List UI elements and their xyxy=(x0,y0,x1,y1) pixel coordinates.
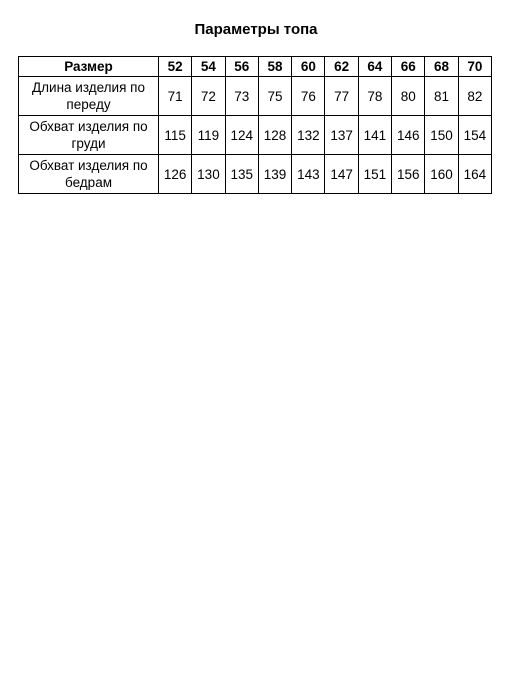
table-cell: 128 xyxy=(258,116,291,155)
table-cell: 143 xyxy=(292,155,325,194)
header-size-68: 68 xyxy=(425,57,458,77)
header-size-54: 54 xyxy=(192,57,225,77)
table-row xyxy=(19,155,492,194)
table-cell: 151 xyxy=(358,155,391,194)
table-row xyxy=(19,77,492,116)
table-cell: 137 xyxy=(325,116,358,155)
size-table xyxy=(18,56,492,194)
header-size-66: 66 xyxy=(392,57,425,77)
table-cell: 115 xyxy=(159,116,192,155)
table-cell: 146 xyxy=(392,116,425,155)
table-cell: 78 xyxy=(358,77,391,116)
header-size-64: 64 xyxy=(358,57,391,77)
header-size-52: 52 xyxy=(159,57,192,77)
table-cell: 71 xyxy=(159,77,192,116)
header-size-58: 58 xyxy=(258,57,291,77)
table-cell: 154 xyxy=(458,116,491,155)
table-cell: 77 xyxy=(325,77,358,116)
table-cell: 124 xyxy=(225,116,258,155)
table-cell: 73 xyxy=(225,77,258,116)
table-cell: 75 xyxy=(258,77,291,116)
table-cell: 150 xyxy=(425,116,458,155)
table-header-row xyxy=(19,57,492,77)
row-label: Обхват изделия по бедрам xyxy=(19,155,159,194)
header-size-70: 70 xyxy=(458,57,491,77)
header-label-size: Размер xyxy=(19,57,159,77)
table-cell: 80 xyxy=(392,77,425,116)
table-cell: 82 xyxy=(458,77,491,116)
table-cell: 130 xyxy=(192,155,225,194)
row-label: Обхват изделия по груди xyxy=(19,116,159,155)
header-size-56: 56 xyxy=(225,57,258,77)
table-cell: 139 xyxy=(258,155,291,194)
page-title: Параметры топа xyxy=(194,21,318,38)
table-row xyxy=(19,116,492,155)
table-cell: 76 xyxy=(292,77,325,116)
table-cell: 164 xyxy=(458,155,491,194)
table-cell: 147 xyxy=(325,155,358,194)
table-cell: 126 xyxy=(159,155,192,194)
table-cell: 156 xyxy=(392,155,425,194)
table-cell: 141 xyxy=(358,116,391,155)
table-cell: 132 xyxy=(292,116,325,155)
header-size-60: 60 xyxy=(292,57,325,77)
table-cell: 160 xyxy=(425,155,458,194)
row-label: Длина изделия по переду xyxy=(19,77,159,116)
table-cell: 72 xyxy=(192,77,225,116)
table-cell: 81 xyxy=(425,77,458,116)
table-cell: 119 xyxy=(192,116,225,155)
table-cell: 135 xyxy=(225,155,258,194)
header-size-62: 62 xyxy=(325,57,358,77)
